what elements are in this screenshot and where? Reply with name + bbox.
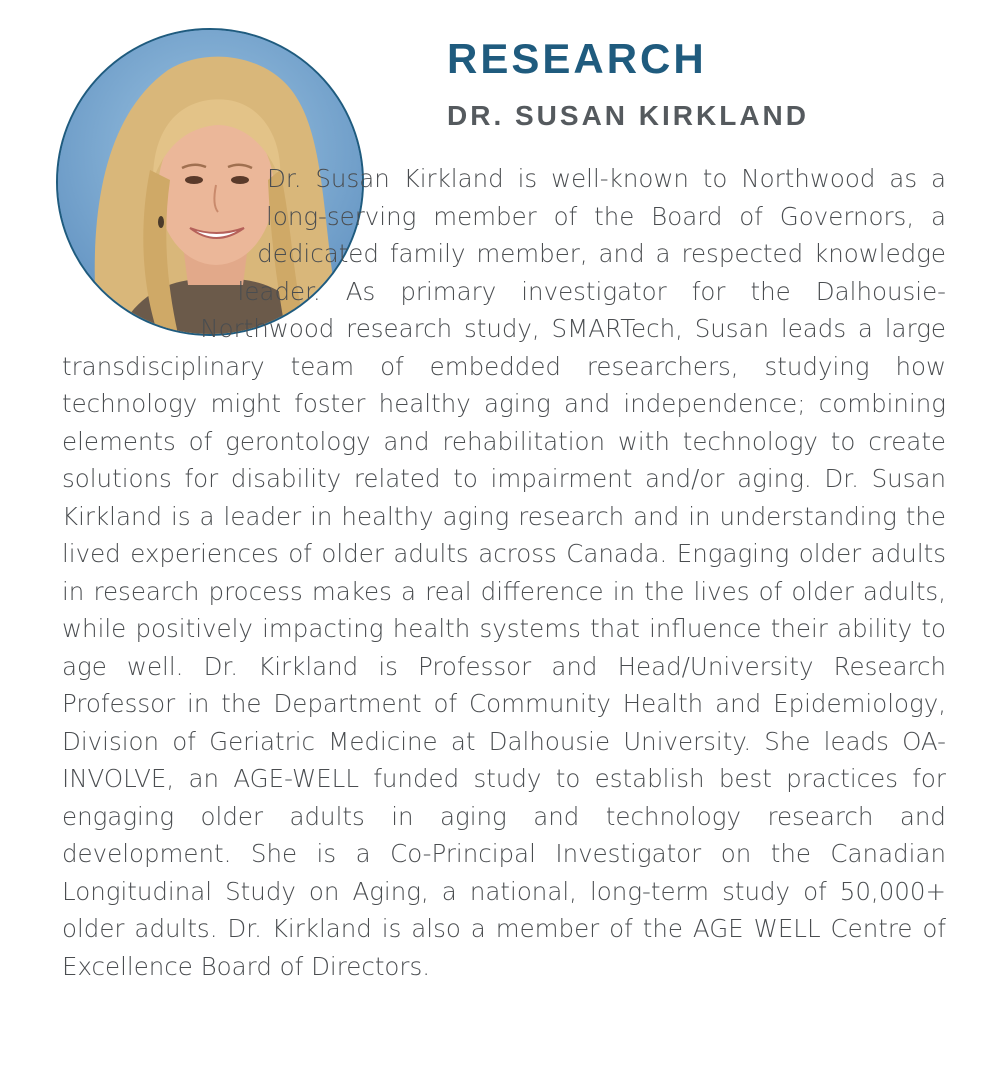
page-title: RESEARCH (447, 35, 707, 82)
bio-paragraph: Dr. Susan Kirkland is well-known to Northwood as a long-serving member of the Board of Governors, a dedicated family member, and a respected knowledge leader. As primary investigator for the Dalhousie-Northwood research study, SMARTech, Susan leads a large transdisciplinary team of embedded researchers, studying how technology might foster healthy aging and independence; combining elements of gerontology and rehabilitation with technology to create solutions for disability related to impairment and/or aging. Dr. Susan Kirkland is a leader in healthy aging research and in understanding the lived experiences of older adults across Canada. Engaging older adults in research process makes a real difference in the lives of older adults, while positively impacting health systems that influence their ability to age well. Dr. Kirkland is Professor and Head/University Research Professor in the Department of Community Health and Epidemiology, Division of Geriatric Medicine at Dalhousie University. She leads OA-INVOLVE, an AGE-WELL funded study to establish best practices for engaging older adults in aging and technology research and development. She is a Co-Principal Investigator on the Canadian Longitudinal Study on Aging, a national, long-term study of 50,000+ older adults. Dr. Kirkland is also a member of the AGE WELL Centre of Excellence Board of Directors. (62, 164, 946, 981)
bio-section (62, 160, 946, 985)
page-subtitle: DR. SUSAN KIRKLAND (447, 100, 809, 131)
